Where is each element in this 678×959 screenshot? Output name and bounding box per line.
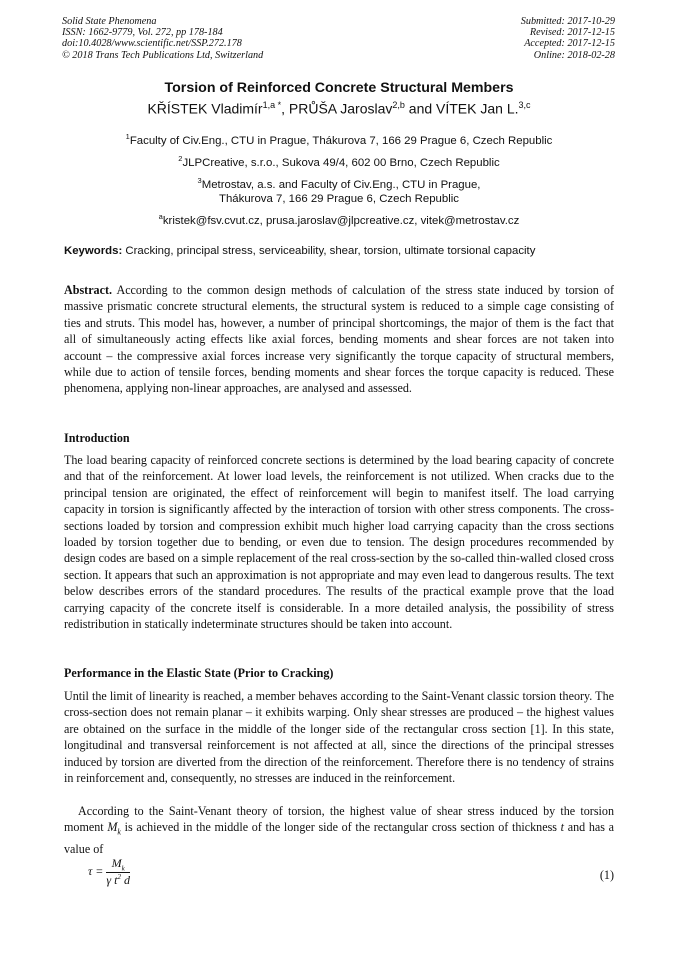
elastic-p2-text-c: and has a value of bbox=[64, 820, 614, 857]
author-3-sup: 3,c bbox=[518, 100, 531, 110]
eq-k: k bbox=[121, 864, 125, 873]
elastic-paragraph-2 bbox=[64, 803, 614, 858]
eq-gamma-t: γ t bbox=[106, 873, 118, 888]
affiliation-3-line-1: Metrostav, a.s. and Faculty of Civ.Eng., CTU in Prague, bbox=[201, 178, 481, 191]
paper-title: Torsion of Reinforced Concrete Structural Members bbox=[164, 80, 514, 96]
keywords-label: Keywords: bbox=[64, 245, 123, 257]
doi-line: doi:10.4028/www.scientific.net/SSP.272.178 bbox=[62, 38, 242, 50]
submission-dates bbox=[521, 16, 615, 61]
affiliation-3-line-2: Thákurova 7, 166 29 Prague 6, Czech Republic bbox=[219, 192, 459, 205]
equation-number: (1) bbox=[599, 868, 614, 882]
section-heading-elastic-state: Performance in the Elastic State (Prior to Cracking) bbox=[64, 666, 334, 680]
eq-exp-2: 2 bbox=[117, 873, 121, 882]
elastic-p2-text-a: According to the Saint-Venant theory of torsion, the highest value of shear stress induced by the torsion moment bbox=[64, 804, 614, 835]
equation-1 bbox=[88, 856, 130, 888]
accepted-date: Accepted: 2017-12-15 bbox=[524, 38, 615, 50]
author-2-sup: 2,b bbox=[392, 100, 405, 110]
section-heading-introduction: Introduction bbox=[64, 431, 130, 445]
author-list bbox=[0, 100, 678, 117]
equation-fraction bbox=[106, 856, 130, 888]
revised-date: Revised: 2017-12-15 bbox=[529, 27, 615, 39]
submitted-date: Submitted: 2017-10-29 bbox=[520, 16, 615, 27]
elastic-paragraph-1: Until the limit of linearity is reached, a member behaves according to the Saint-Venant classic torsion theory. The cross-section does not remain planar – it exhibits warping. Only shear stresses are produced – the highest values are obtained on the surface in the middle of the longer side of the rectangular cross section [1]. In this state, longitudinal and transversal reinforcement is not affected at all, since the directions of the principal stresses induced by torsion are diverted from the direction of the reinforcement. Therefore there is no tendency of strains in reinforcement and, consequently, no stresses are induced in the reinforcement. bbox=[64, 689, 614, 786]
var-M: M bbox=[107, 820, 118, 835]
eq-d: d bbox=[120, 873, 130, 888]
author-2: , PRŮŠA Jaroslav bbox=[281, 100, 393, 117]
affiliation-1-sup: 1 bbox=[125, 132, 130, 141]
equation-denominator bbox=[106, 873, 130, 888]
introduction-paragraph: The load bearing capacity of reinforced concrete sections is determined by the load bearing capacity of concrete and that of the reinforcement. At lower load levels, the reinforcement is not utilized. When cracks due to the principal tension are originated, the effect of reinforcement will begin to manifest itself. The load carrying capacity in torsion is significantly affected by the interaction of torsion with other stress components. The cross-sections loaded by torsion and compression exhibit much higher load carrying capacity than the cross sections loaded by torsion together due to bending, or even due to tension. The design procedures recommended by design codes are based on a simple replacement of the real cross-section by the so-called thin-walled closed cross section. It appears that such an approximation is not appropriate and may even lead to dangerous results. The text below describes errors of the standard procedures. The results of the practical example prove that the load carrying capacity of the concrete itself is considerable. In a more detailed analysis, the possibility of stress redistribution in statically indeterminate structures should be taken into account. bbox=[64, 453, 614, 632]
var-t: t bbox=[560, 820, 565, 835]
email-addresses[interactable]: kristek@fsv.cvut.cz, prusa.jaroslav@jlpcreative.cz, vitek@metrostav.cz bbox=[162, 214, 520, 227]
affiliation-2-sup: 2 bbox=[178, 154, 183, 163]
author-1-sup: 1,a * bbox=[262, 100, 282, 110]
affiliation-1 bbox=[0, 130, 678, 148]
eq-M: M bbox=[111, 856, 122, 870]
affiliation-1-text: Faculty of Civ.Eng., CTU in Prague, Thákurova 7, 166 29 Prague 6, Czech Republic bbox=[129, 134, 553, 147]
email-sup: a bbox=[158, 212, 163, 221]
journal-name: Solid State Phenomena bbox=[62, 16, 157, 27]
equation-numerator bbox=[106, 856, 130, 873]
keywords-text: Cracking, principal stress, serviceability, shear, torsion, ultimate torsional capacity bbox=[122, 245, 536, 257]
affiliation-3-sup: 3 bbox=[197, 176, 202, 185]
author-1: KŘÍSTEK Vladimír bbox=[147, 100, 263, 117]
online-date: Online: 2018-02-28 bbox=[533, 49, 615, 61]
abstract bbox=[64, 282, 614, 397]
keywords bbox=[64, 245, 535, 257]
journal-info bbox=[62, 16, 263, 61]
var-k: k bbox=[117, 827, 121, 837]
copyright-line: © 2018 Trans Tech Publications Ltd, Switzerland bbox=[62, 49, 264, 61]
equation-lhs: τ = bbox=[88, 863, 104, 878]
email-line bbox=[0, 210, 678, 228]
abstract-label: Abstract. bbox=[64, 283, 113, 297]
elastic-p2-text-b: is achieved in the middle of the longer side of the rectangular cross section of thickness bbox=[120, 820, 561, 835]
affiliation-3 bbox=[0, 174, 678, 206]
affiliation-2-text: JLPCreative, s.r.o., Sukova 49/4, 602 00 Brno, Czech Republic bbox=[182, 156, 500, 169]
author-3: and VÍTEK Jan L. bbox=[404, 100, 519, 117]
issn-line: ISSN: 1662-9779, Vol. 272, pp 178-184 bbox=[62, 27, 223, 39]
abstract-text: According to the common design methods of calculation of the stress state induced by torsion of massive prismatic concrete structural elements, the structural system is reduced to a simple cage consisting of ties and struts. This model has, however, a number of principal shortcomings, the major of them is the fact that all of simultaneously acting effects like axial forces, bending moments and shear forces are not taken into account – the compressive axial forces increase very significantly the torque capacity of structural members, while due to action of tensile forces, bending moments and shear forces the torque capacity is reduced. These phenomena, applying non-linear approaches, are analysed and assessed. bbox=[64, 283, 614, 396]
affiliation-2 bbox=[0, 152, 678, 170]
